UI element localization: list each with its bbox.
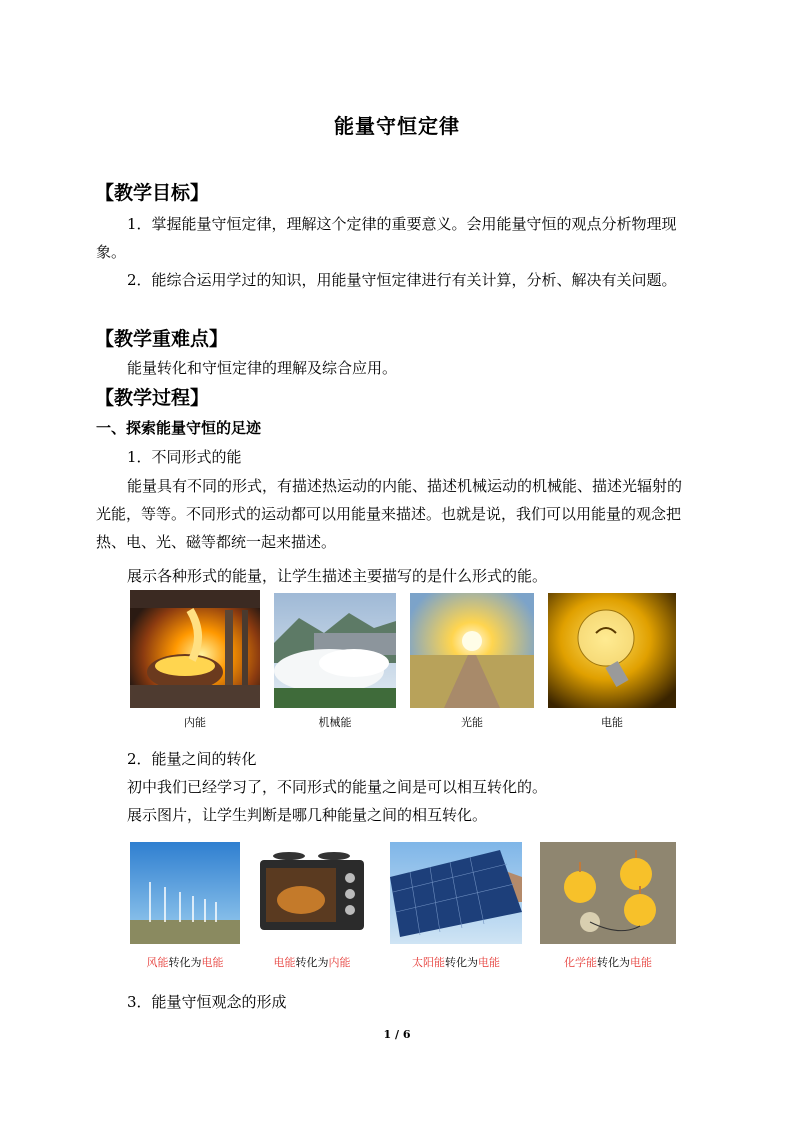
caption-mechanical-energy: 机械能 bbox=[318, 716, 352, 729]
caption-target: 内能 bbox=[328, 956, 351, 969]
caption-target: 电能 bbox=[201, 956, 224, 969]
goal-item-2: 2．能综合运用学过的知识，用能量守恒定律进行有关计算，分析、解决有关问题。 bbox=[127, 271, 677, 289]
energy-conversion-figure bbox=[130, 842, 678, 984]
point2-text2: 展示图片，让学生判断是哪几种能量之间的相互转化。 bbox=[127, 806, 488, 824]
caption-verb: 转化为 bbox=[445, 956, 478, 969]
oven-image bbox=[254, 842, 370, 944]
keypoints-text: 能量转化和守恒定律的理解及综合应用。 bbox=[127, 359, 398, 377]
subsection-title: 一、探索能量守恒的足迹 bbox=[96, 419, 262, 437]
caption-internal-energy: 内能 bbox=[184, 716, 206, 729]
point1-title: 1．不同形式的能 bbox=[127, 448, 242, 466]
energy-forms-figure bbox=[130, 590, 678, 732]
caption-verb: 转化为 bbox=[168, 956, 202, 969]
caption-verb: 转化为 bbox=[597, 956, 630, 969]
wind-turbines-image bbox=[130, 842, 240, 944]
caption-target: 电能 bbox=[478, 956, 500, 969]
point2-title: 2．能量之间的转化 bbox=[127, 750, 257, 768]
caption-solar-to-electric bbox=[390, 954, 522, 970]
furnace-image bbox=[130, 590, 260, 708]
fruit-battery-image bbox=[540, 842, 676, 944]
solar-panels-image bbox=[390, 842, 522, 944]
caption-source: 太阳能 bbox=[412, 956, 445, 969]
point1-show: 展示各种形式的能量，让学生描述主要描写的是什么形式的能。 bbox=[127, 567, 548, 585]
caption-source: 化学能 bbox=[564, 956, 597, 969]
caption-electric-to-internal bbox=[254, 954, 370, 970]
section-heading-goals: 【教学目标】 bbox=[95, 182, 210, 204]
caption-verb: 转化为 bbox=[295, 956, 329, 969]
section-heading-keypoints: 【教学重难点】 bbox=[95, 328, 229, 350]
goal-item-1: 1．掌握能量守恒定律，理解这个定律的重要意义。会用能量守恒的观点分析物理现象。 bbox=[96, 215, 677, 261]
caption-light-energy: 光能 bbox=[461, 716, 483, 729]
point1-text: 能量具有不同的形式，有描述热运动的内能、描述机械运动的机械能、描述光辐射的光能，等等。不同形式的运动都可以用能量来描述。也就是说，我们可以用能量的观念把热、电、光、磁等都统一起来描述。 bbox=[96, 477, 683, 551]
caption-wind-to-electric bbox=[130, 954, 240, 970]
caption-source: 电能 bbox=[273, 956, 296, 969]
sunlight-road-image bbox=[410, 593, 534, 708]
light-bulb-image bbox=[548, 593, 676, 708]
point2-text1: 初中我们已经学习了，不同形式的能量之间是可以相互转化的。 bbox=[127, 778, 548, 796]
dam-image bbox=[274, 593, 396, 708]
caption-source: 风能 bbox=[146, 956, 169, 969]
caption-chemical-to-electric bbox=[540, 954, 676, 970]
caption-target: 电能 bbox=[630, 956, 652, 969]
caption-electric-energy: 电能 bbox=[601, 716, 623, 729]
point3-title: 3．能量守恒观念的形成 bbox=[127, 993, 287, 1011]
page-number: 1 / 6 bbox=[383, 1028, 411, 1041]
section-heading-process: 【教学过程】 bbox=[95, 387, 210, 409]
page-title: 能量守恒定律 bbox=[334, 114, 460, 138]
